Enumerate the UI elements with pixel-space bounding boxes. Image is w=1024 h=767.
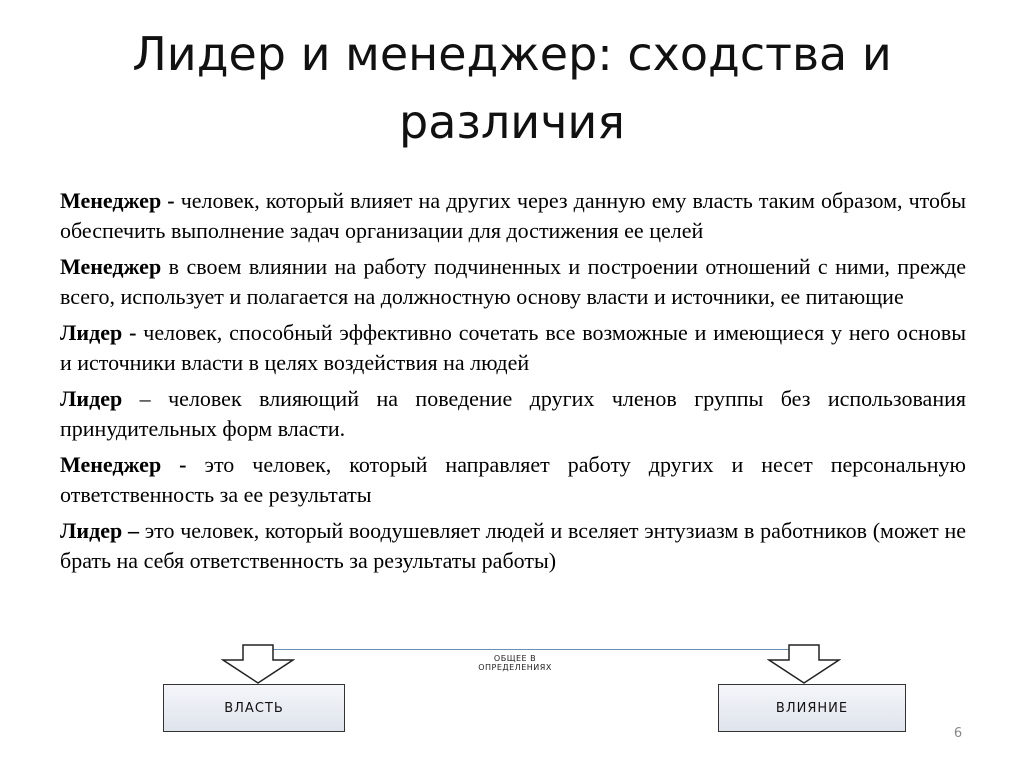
influence-box: ВЛИЯНИЕ <box>718 684 906 732</box>
page-number: 6 <box>953 726 963 741</box>
paragraph-term: Менеджер <box>60 254 169 279</box>
paragraph-term: Менеджер - <box>60 188 181 213</box>
paragraph-3 <box>60 318 966 378</box>
slide-title: Лидер и менеджер: сходства и различия <box>132 27 892 149</box>
paragraph-2 <box>60 252 966 312</box>
paragraph-term: Менеджер - <box>60 452 205 477</box>
paragraph-text: это человек, который воодушевляет людей и вселяет энтузиазм в работников (может не брать на себя ответственность за результаты работы) <box>60 518 966 573</box>
power-influence-diagram <box>0 644 1024 744</box>
slide-body <box>60 186 966 582</box>
connector-line <box>258 649 808 650</box>
paragraph-6 <box>60 516 966 576</box>
paragraph-text: – человек влияющий на поведение других членов группы без использования принудительных форм власти. <box>60 386 966 441</box>
paragraph-text: человек, способный эффективно сочетать все возможные и имеющиеся у него основы и источники власти в целях воздействия на людей <box>60 320 966 375</box>
common-label-line-2: ОПРЕДЕЛЕНИЯХ <box>478 663 552 672</box>
paragraph-term: Лидер <box>60 386 140 411</box>
paragraph-text: в своем влиянии на работу подчиненных и построении отношений с ними, прежде всего, использует и полагается на должностную основу власти и источники, ее питающие <box>60 254 967 309</box>
paragraph-1 <box>60 186 966 246</box>
down-arrow-icon <box>221 644 295 684</box>
paragraph-term: Лидер - <box>60 320 144 345</box>
paragraph-term: Лидер – <box>60 518 145 543</box>
paragraph-text: это человек, который направляет работу других и несет персональную ответственность за ее результаты <box>60 452 966 507</box>
common-label-line-1: ОБЩЕЕ В <box>493 654 537 663</box>
down-arrow-icon <box>767 644 841 684</box>
paragraph-text: человек, который влияет на других через данную ему власть таким образом, чтобы обеспечить выполнение задач организации для достижения ее целей <box>60 188 966 243</box>
common-label <box>440 654 590 672</box>
paragraph-4 <box>60 384 966 444</box>
paragraph-5 <box>60 450 966 510</box>
power-box: ВЛАСТЬ <box>163 684 345 732</box>
